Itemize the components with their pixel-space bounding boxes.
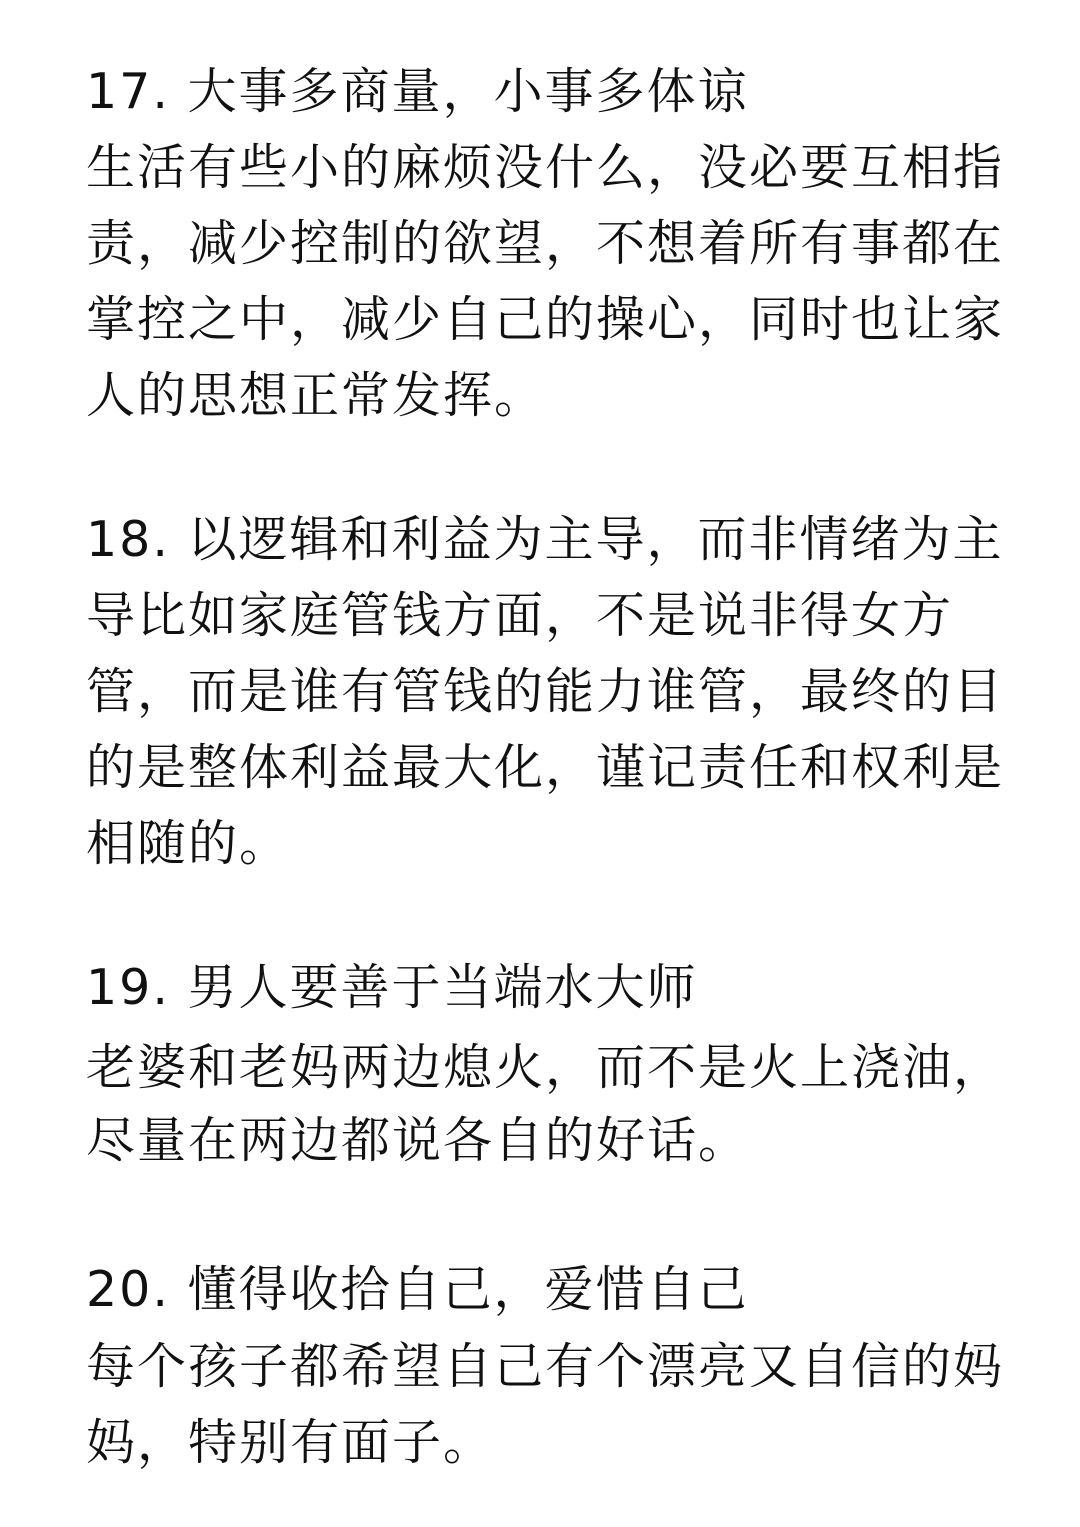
body-line: 尽量在两边都说各自的好话。: [86, 1112, 750, 1169]
section-title: 19. 男人要善于当端水大师: [86, 959, 698, 1016]
body-line: 老婆和老妈两边熄火，而不是火上浇油，: [86, 1039, 1005, 1096]
section-title: 20. 懂得收拾自己，爱惜自己: [86, 1261, 749, 1318]
body-line: 生活有些小的麻烦没什么，没必要互相指: [86, 139, 1005, 196]
body-line: 责，减少控制的欲望，不想着所有事都在: [86, 215, 1005, 272]
body-line: 人的思想正常发挥。: [86, 367, 546, 424]
body-line: 妈，特别有面子。: [86, 1414, 495, 1471]
body-line: 管，而是谁有管钱的能力谁管，最终的目: [86, 663, 1005, 720]
body-line: 掌控之中，减少自己的操心，同时也让家: [86, 291, 1005, 348]
section-title: 17. 大事多商量，小事多体谅: [86, 63, 749, 120]
body-line: 每个孩子都希望自己有个漂亮又自信的妈: [86, 1338, 1005, 1395]
body-line: 导比如家庭管钱方面，不是说非得女方: [86, 587, 954, 644]
section-title: 18. 以逻辑和利益为主导，而非情绪为主: [86, 511, 1004, 568]
body-line: 相随的。: [86, 815, 291, 872]
body-line: 的是整体利益最大化，谨记责任和权利是: [86, 739, 1005, 796]
